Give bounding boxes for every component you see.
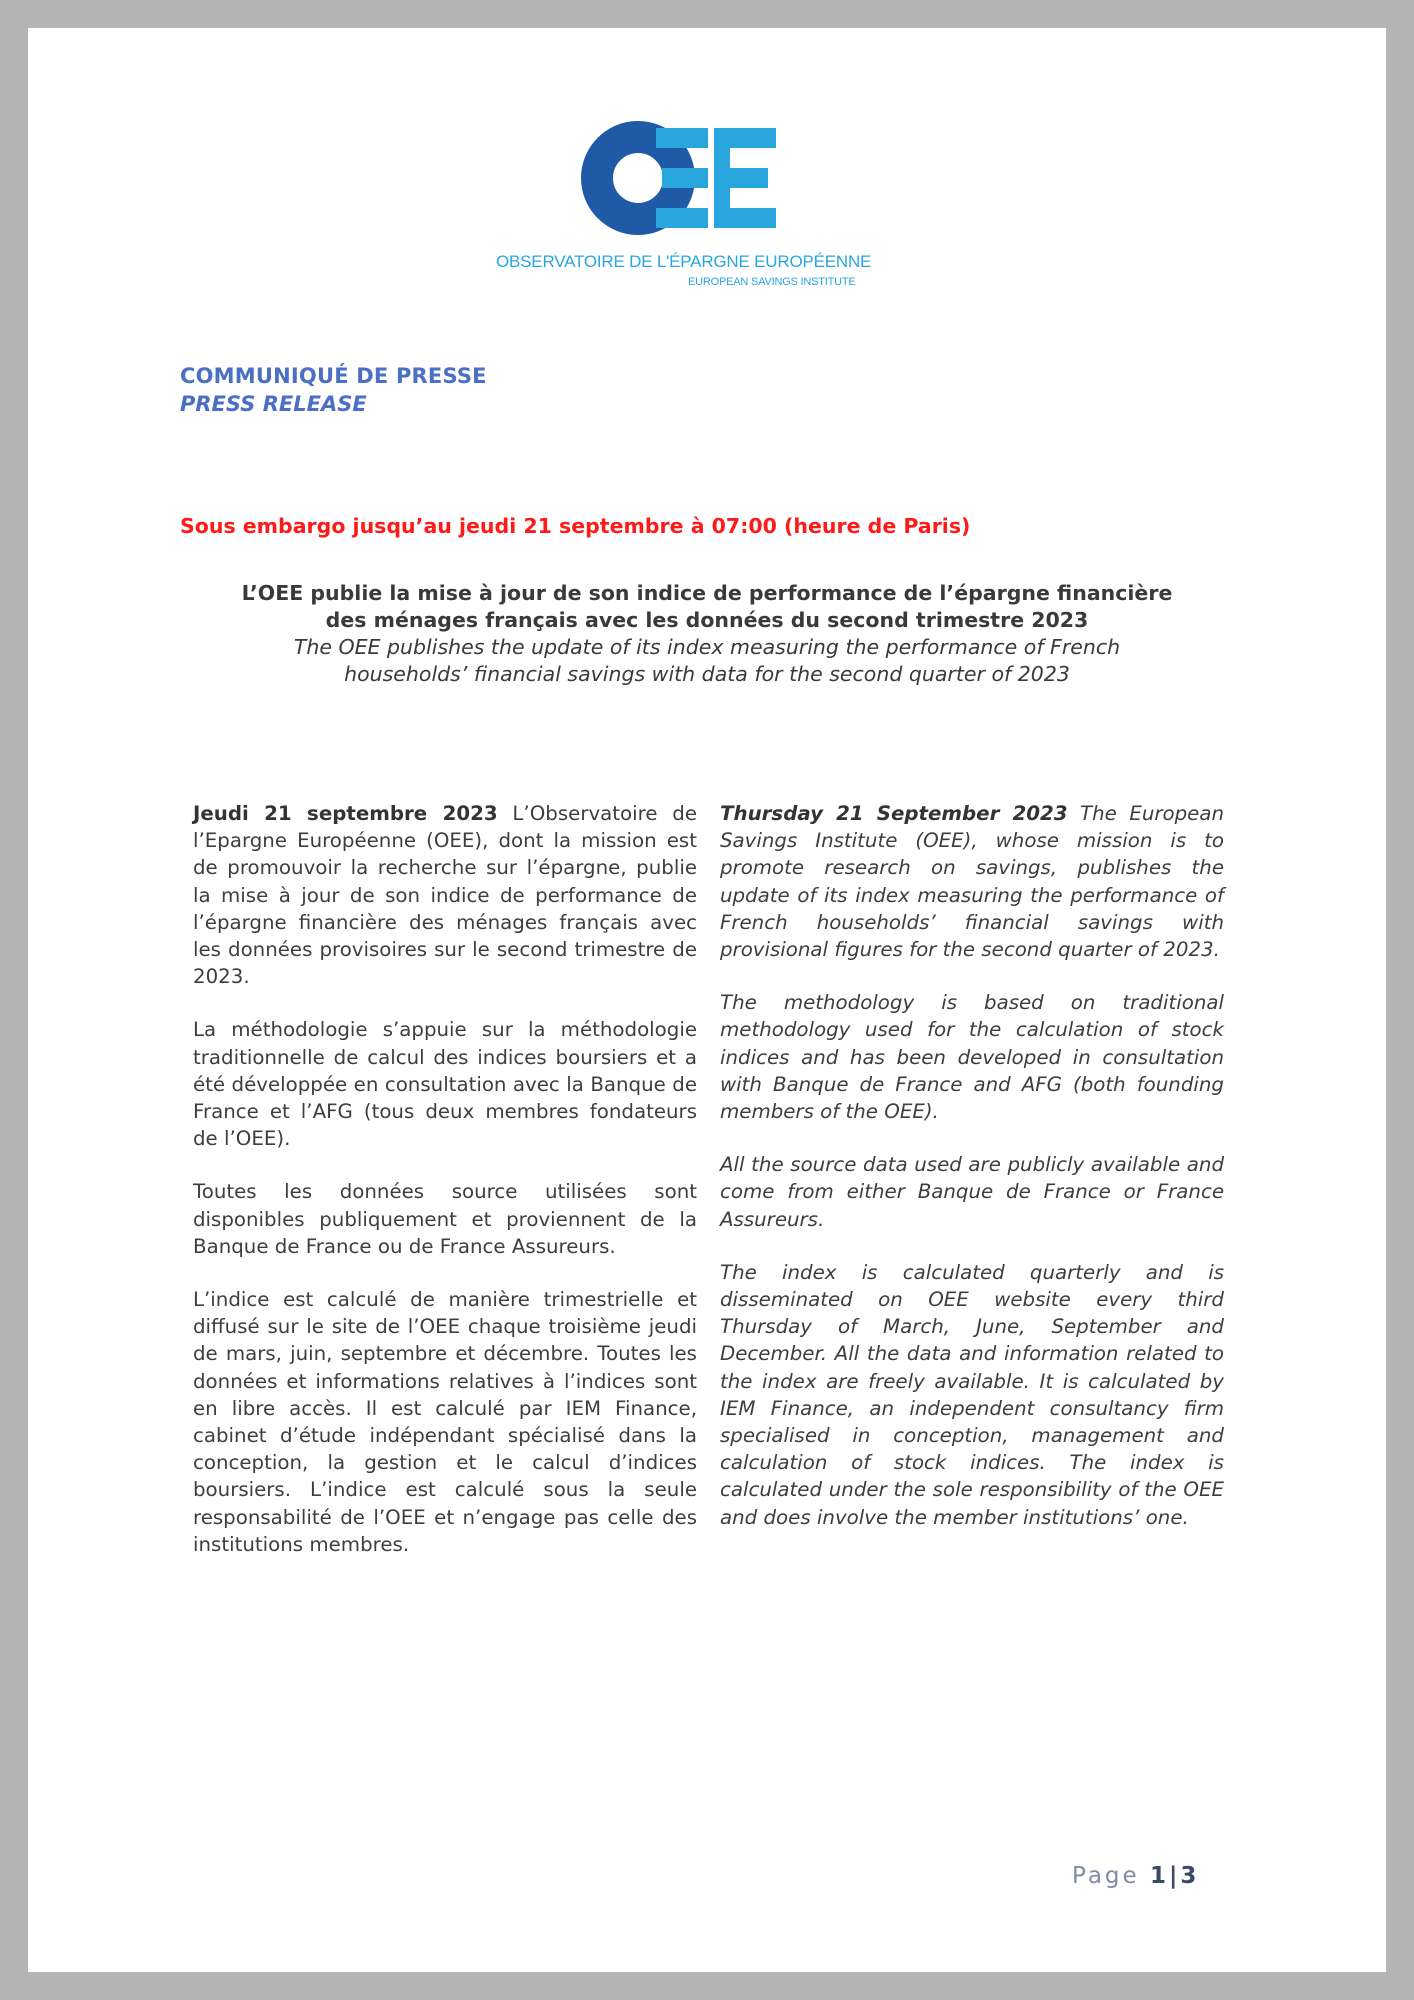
date-lead-fr: Jeudi 21 septembre 2023 (193, 802, 498, 825)
headline-fr-line2: des ménages français avec les données du second trimestre 2023 (325, 608, 1089, 632)
embargo-notice: Sous embargo jusqu’au jeudi 21 septembre à 07:00 (heure de Paris) (180, 514, 971, 538)
paragraph-fr-3: Toutes les données source utilisées sont disponibles publiquement et proviennent de la Banque de France ou de France Assureurs. (193, 1180, 697, 1258)
headline-fr-line1: L’OEE publie la mise à jour de son indice de performance de l’épargne financière (241, 581, 1173, 605)
logo-text-en: EUROPEAN SAVINGS INSTITUTE (688, 276, 856, 288)
body-column-en (720, 800, 1224, 1557)
paragraph-en-4: The index is calculated quarterly and is disseminated on OEE website every third Thursday of March, June, September and December. All the data and information related to the index are freely available. It is calculated by IEM Finance, an independent consultancy firm specialised in conception, management and calculation of stock indices. The index is calculated under the sole responsibility of the OEE and does involve the member institutions’ one. (720, 1260, 1224, 1529)
paragraph-fr-4: L’indice est calculé de manière trimestrielle et diffusé sur le site de l’OEE chaque troisième jeudi de mars, juin, septembre et décembre. Toutes les données et informations relatives à l’indices sont en libre accès. Il est calculé par IEM Finance, cabinet d’étude indépendant spécialisé dans la conception, la gestion et le calcul d’indices boursiers. L’indice est calculé sous la seule responsabilité de l’OEE et n’engage pas celle des institutions membres. (193, 1288, 697, 1556)
paragraph-en-2: The methodology is based on traditional methodology used for the calculation of stock indices and has been developed in consultation with Banque de France and AFG (both founding members of the OEE). (720, 991, 1224, 1124)
paragraph-en-1-text: The European Savings Institute (OEE), whose mission is to promote research on savings, publishes the update of its index measuring the performance of French households’ financial savings with provisional figures for the second quarter of 2023. (720, 802, 1224, 962)
paragraph-fr-1 (193, 800, 697, 990)
body-column-fr (193, 800, 697, 1584)
page-number-footer (1072, 1863, 1199, 1889)
press-release-label-en: PRESS RELEASE (180, 392, 367, 416)
document-page (28, 28, 1386, 1972)
page-separator: | (1169, 1863, 1181, 1889)
paragraph-fr-2: La méthodologie s’appuie sur la méthodologie traditionnelle de calcul des indices boursiers et a été développée en consultation avec la Banque de France et l’AFG (tous deux membres fondateurs de l’OEE). (193, 1018, 697, 1151)
paragraph-fr-1-text: L’Observatoire de l’Epargne Européenne (OEE), dont la mission est de promouvoir la recherche sur l’épargne, publie la mise à jour de son indice de performance de l’épargne financière des ménages français avec les données provisoires sur le second trimestre de 2023. (193, 802, 697, 989)
paragraph-en-1 (720, 800, 1224, 963)
headline-en-line1: The OEE publishes the update of its index measuring the performance of French (293, 635, 1121, 659)
headline (168, 580, 1246, 688)
oee-logo (28, 28, 1386, 298)
page-label: Page (1072, 1863, 1140, 1889)
logo-text-fr: OBSERVATOIRE DE L'ÉPARGNE EUROPÉENNE (496, 252, 872, 271)
paragraph-en-3: All the source data used are publicly available and come from either Banque de France or France Assureurs. (720, 1153, 1224, 1231)
press-release-label-fr: COMMUNIQUÉ DE PRESSE (180, 364, 487, 388)
headline-en-line2: households’ financial savings with data for the second quarter of 2023 (344, 662, 1070, 686)
total-pages: 3 (1180, 1863, 1200, 1889)
date-lead-en: Thursday 21 September 2023 (720, 802, 1068, 825)
current-page: 1 (1150, 1863, 1170, 1889)
